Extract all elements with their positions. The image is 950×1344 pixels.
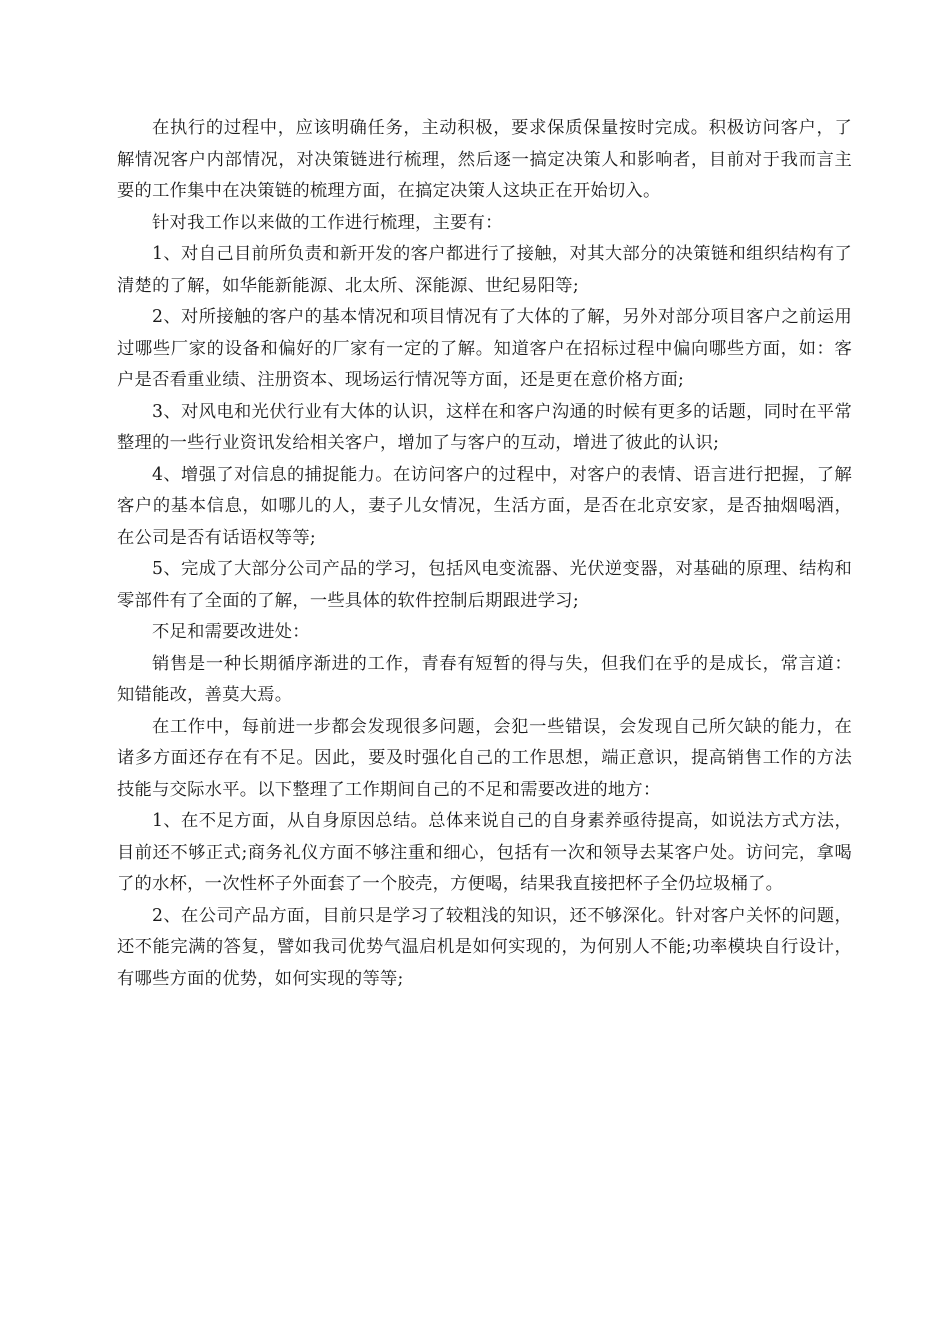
paragraph-shortcoming-1: 1、在不足方面，从自身原因总结。总体来说自己的自身素养亟待提高，如说法方式方法，目前还不够正式;商务礼仪方面不够注重和细心，包括有一次和领导去某客户处。访问完，拿喝了的水杯，一次性杯子外面套了一个胶壳，方便喝，结果我直接把杯子全仍垃圾桶了。 [117, 811, 852, 894]
paragraph-shortcomings-heading: 不足和需要改进处： [152, 622, 310, 642]
paragraph-sales-growth: 销售是一种长期循序渐进的工作，青春有短暂的得与失，但我们在乎的是成长，常言道：知错能改，善莫大焉。 [117, 653, 852, 705]
paragraph-shortcoming-2: 2、在公司产品方面，目前只是学习了较粗浅的知识，还不够深化。针对客户关怀的问题，还不能完满的答复，譬如我司优势气温启机是如何实现的，为何别人不能;功率模块自行设计，有哪些方面的优势，如何实现的等等; [117, 905, 852, 989]
paragraph-execution: 在执行的过程中，应该明确任务，主动积极，要求保质保量按时完成。积极访问客户，了解情况客户内部情况，对决策链进行梳理，然后逐一搞定决策人和影响者，目前对于我而言主要的工作集中在决策链的梳理方面，在搞定决策人这块正在开始切入。 [117, 118, 852, 201]
paragraph-item-2: 2、对所接触的客户的基本情况和项目情况有了大体的了解，另外对部分项目客户之前运用过哪些厂家的设备和偏好的厂家有一定的了解。知道客户在招标过程中偏向哪些方面，如：客户是否看重业绩、注册资本、现场运行情况等方面，还是更在意价格方面; [117, 307, 852, 390]
paragraph-item-5: 5、完成了大部分公司产品的学习，包括风电变流器、光伏逆变器，对基础的原理、结构和零部件有了全面的了解，一些具体的软件控制后期跟进学习; [117, 559, 852, 611]
paragraph-improvement: 在工作中，每前进一步都会发现很多问题，会犯一些错误，会发现自己所欠缺的能力，在诸多方面还存在有不足。因此，要及时强化自己的工作思想，端正意识，提高销售工作的方法技能与交际水平。以下整理了工作期间自己的不足和需要改进的地方： [117, 716, 852, 800]
document-body [117, 113, 852, 995]
paragraph-item-3: 3、对风电和光伏行业有大体的认识，这样在和客户沟通的时候有更多的话题，同时在平常整理的一些行业资讯发给相关客户，增加了与客户的互动，增进了彼此的认识; [117, 401, 852, 453]
paragraph-item-1: 1、对自己目前所负责和新开发的客户都进行了接触，对其大部分的决策链和组织结构有了清楚的了解，如华能新能源、北太所、深能源、世纪易阳等; [117, 244, 852, 296]
paragraph-item-4: 4、增强了对信息的捕捉能力。在访问客户的过程中，对客户的表情、语言进行把握，了解客户的基本信息，如哪儿的人，妻子儿女情况，生活方面，是否在北京安家，是否抽烟喝酒，在公司是否有话语权等等; [117, 464, 852, 548]
paragraph-work-review-intro: 针对我工作以来做的工作进行梳理，主要有： [152, 212, 503, 233]
